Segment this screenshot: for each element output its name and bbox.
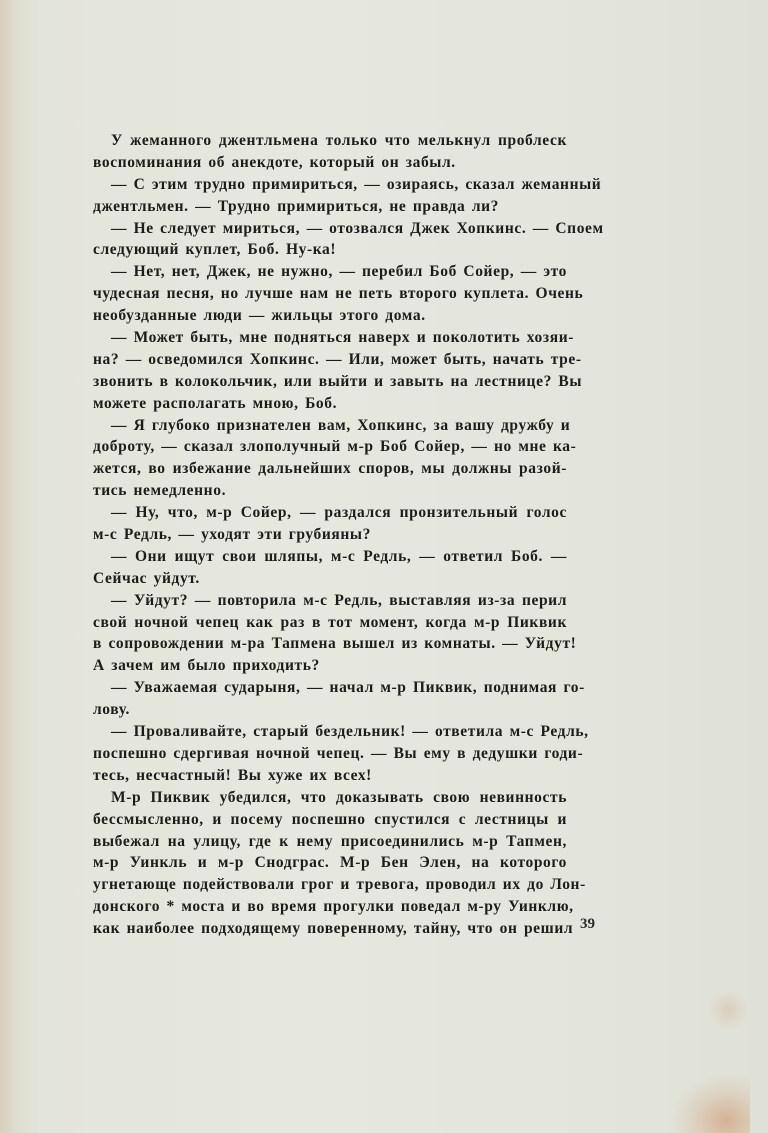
text-line: У жеманного джентльмена только что мелькнул проблеск xyxy=(111,132,567,149)
page-stain-small xyxy=(708,990,748,1030)
text-line: лову. xyxy=(93,701,130,719)
page-number: 39 xyxy=(580,916,595,932)
text-line: — Они ищут свои шляпы, м-с Редль, — ответил Боб. — xyxy=(111,547,567,565)
text-line: М-р Пиквик убедился, что доказывать свою невинность xyxy=(111,788,567,806)
text-line: свой ночной чепец как раз в тот момент, когда м-р Пиквик xyxy=(93,613,567,631)
text-line: — Уйдут? — повторила м-с Редль, выставляя из-за перил xyxy=(111,591,567,609)
text-line: бессмысленно, и посему поспешно спустился с лестницы и xyxy=(93,810,567,828)
text-line: доброту, — сказал злополучный м-р Боб Сойер, — но мне ка- xyxy=(93,438,577,456)
text-line: — Уважаемая сударыня, — начал м-р Пиквик, поднимая го- xyxy=(111,679,585,697)
text-line: донского * моста и во время прогулки поведал м-ру Уинклю, xyxy=(93,898,574,916)
text-line: звонить в колокольчик, или выйти и завыть на лестнице? Вы xyxy=(93,372,583,390)
text-line: тесь, несчастный! Вы хуже их всех! xyxy=(93,766,372,784)
text-line: — Может быть, мне подняться наверх и поколотить хозяи- xyxy=(111,329,574,347)
text-line: — Проваливайте, старый бездельник! — ответила м-с Редль, xyxy=(111,723,589,741)
text-line: А зачем им было приходить? xyxy=(93,657,320,675)
text-line: как наиболее подходящему поверенному, тайну, что он решил xyxy=(93,920,574,938)
text-line: в сопровождении м-ра Тапмена вышел из комнаты. — Уйдут! xyxy=(93,635,577,653)
text-line: выбежал на улицу, где к нему присоединились м-р Тапмен, xyxy=(93,832,567,850)
text-line: воспоминания об анекдоте, который он забыл. xyxy=(93,153,456,171)
text-line: — Я глубоко признателен вам, Хопкинс, за вашу дружбу и xyxy=(111,416,571,434)
text-line: — Ну, что, м-р Сойер, — раздался пронзительный голос xyxy=(111,504,567,522)
text-line: — Не следует мириться, — отозвался Джек Хопкинс. — Споем xyxy=(111,219,604,237)
text-line: необузданные люди — жильцы этого дома. xyxy=(93,307,426,325)
text-line: — С этим трудно примириться, — озираясь, сказал жеманный xyxy=(111,175,602,193)
text-line: на? — осведомился Хопкинс. — Или, может быть, начать тре- xyxy=(93,350,582,368)
page-gutter-shadow xyxy=(0,0,14,1133)
text-line: следующий куплет, Боб. Ну-ка! xyxy=(93,241,337,259)
text-line: м-с Редль, — уходят эти грубияны? xyxy=(93,526,371,544)
text-line: — Нет, нет, Джек, не нужно, — перебил Боб Сойер, — это xyxy=(111,263,567,281)
text-line: Сейчас уйдут. xyxy=(93,569,200,587)
text-line: тись немедленно. xyxy=(93,482,227,500)
text-line: джентльмен. — Трудно примириться, не правда ли? xyxy=(93,197,499,215)
text-line: можете располагать мною, Боб. xyxy=(93,394,338,412)
text-line: поспешно сдергивая ночной чепец. — Вы ему в дедушки годи- xyxy=(93,744,584,762)
text-line: чудесная песня, но лучше нам не петь второго куплета. Очень xyxy=(93,285,584,303)
text-line: угнетающе подействовали грог и тревога, проводил их до Лон- xyxy=(93,876,586,894)
text-line: м-р Уинкль и м-р Снодграс. М-р Бен Элен, на которого xyxy=(93,854,567,872)
page-stain xyxy=(670,1073,750,1133)
text-line: жется, во избежание дальнейших споров, мы должны разой- xyxy=(93,460,567,478)
